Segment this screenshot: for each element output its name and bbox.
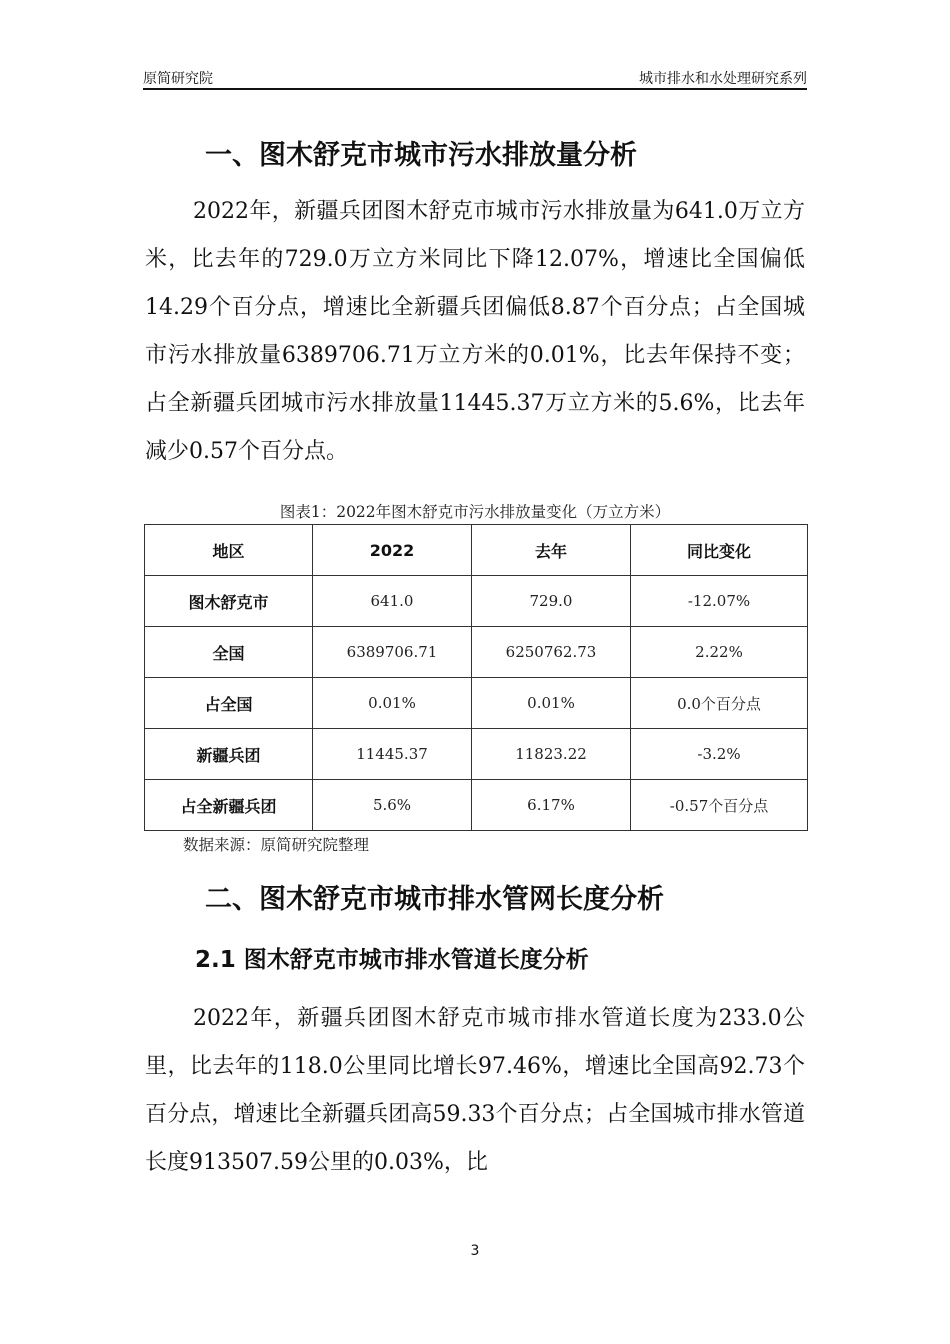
section2-paragraph: 2022年，新疆兵团图木舒克市城市排水管道长度为233.0公里，比去年的118.0公里同比增长97.46%，增速比全国高92.73个百分点，增速比全新疆兵团高59.33个百分点；占全国城市排水管道长度913507.59公里的0.03%，比 (145, 1006, 805, 1175)
header-series-title: 城市排水和水处理研究系列 (639, 71, 807, 87)
column-header: 地区 (145, 525, 313, 576)
row-label: 全国 (145, 627, 313, 678)
table-cell: -3.2% (631, 729, 808, 780)
table-cell: 641.0 (313, 576, 472, 627)
column-header: 同比变化 (631, 525, 808, 576)
page-header (143, 68, 807, 88)
column-header: 去年 (472, 525, 631, 576)
table-header-row (145, 525, 808, 576)
table-cell: 2.22% (631, 627, 808, 678)
header-divider (143, 88, 807, 90)
column-header: 2022 (313, 525, 472, 576)
table1-source: 数据来源：原简研究院整理 (183, 836, 370, 854)
table-cell: 6389706.71 (313, 627, 472, 678)
table-row (145, 780, 808, 831)
section1-heading: 一、图木舒克市城市污水排放量分析 (205, 140, 637, 171)
table-cell: 0.0个百分点 (631, 678, 808, 729)
table-cell: -0.57个百分点 (631, 780, 808, 831)
row-label: 占全国 (145, 678, 313, 729)
page-number: 3 (470, 1243, 480, 1259)
table-cell: 0.01% (472, 678, 631, 729)
row-label: 图木舒克市 (145, 576, 313, 627)
row-label: 占全新疆兵团 (145, 780, 313, 831)
table-cell: 6250762.73 (472, 627, 631, 678)
table-cell: 11445.37 (313, 729, 472, 780)
table1-caption: 图表1：2022年图木舒克市污水排放量变化（万立方米） (279, 503, 671, 521)
table-cell: 6.17% (472, 780, 631, 831)
table-row (145, 576, 808, 627)
table-row (145, 678, 808, 729)
table-row (145, 729, 808, 780)
row-label: 新疆兵团 (145, 729, 313, 780)
section2-heading: 二、图木舒克市城市排水管网长度分析 (205, 884, 664, 915)
section1-paragraph: 2022年，新疆兵团图木舒克市城市污水排放量为641.0万立方米，比去年的729.0万立方米同比下降12.07%，增速比全国偏低14.29个百分点，增速比全新疆兵团偏低8.87个百分点；占全国城市污水排放量6389706.71万立方米的0.01%，比去年保持不变；占全新疆兵团城市污水排放量11445.37万立方米的5.6%，比去年减少0.57个百分点。 (145, 199, 805, 464)
emission-table (144, 524, 808, 831)
header-publisher: 原简研究院 (143, 71, 213, 87)
table-row (145, 627, 808, 678)
section2-subheading: 2.1 图木舒克市城市排水管道长度分析 (195, 947, 589, 973)
table-cell: 0.01% (313, 678, 472, 729)
table-cell: 5.6% (313, 780, 472, 831)
table-cell: -12.07% (631, 576, 808, 627)
table-cell: 11823.22 (472, 729, 631, 780)
table-cell: 729.0 (472, 576, 631, 627)
